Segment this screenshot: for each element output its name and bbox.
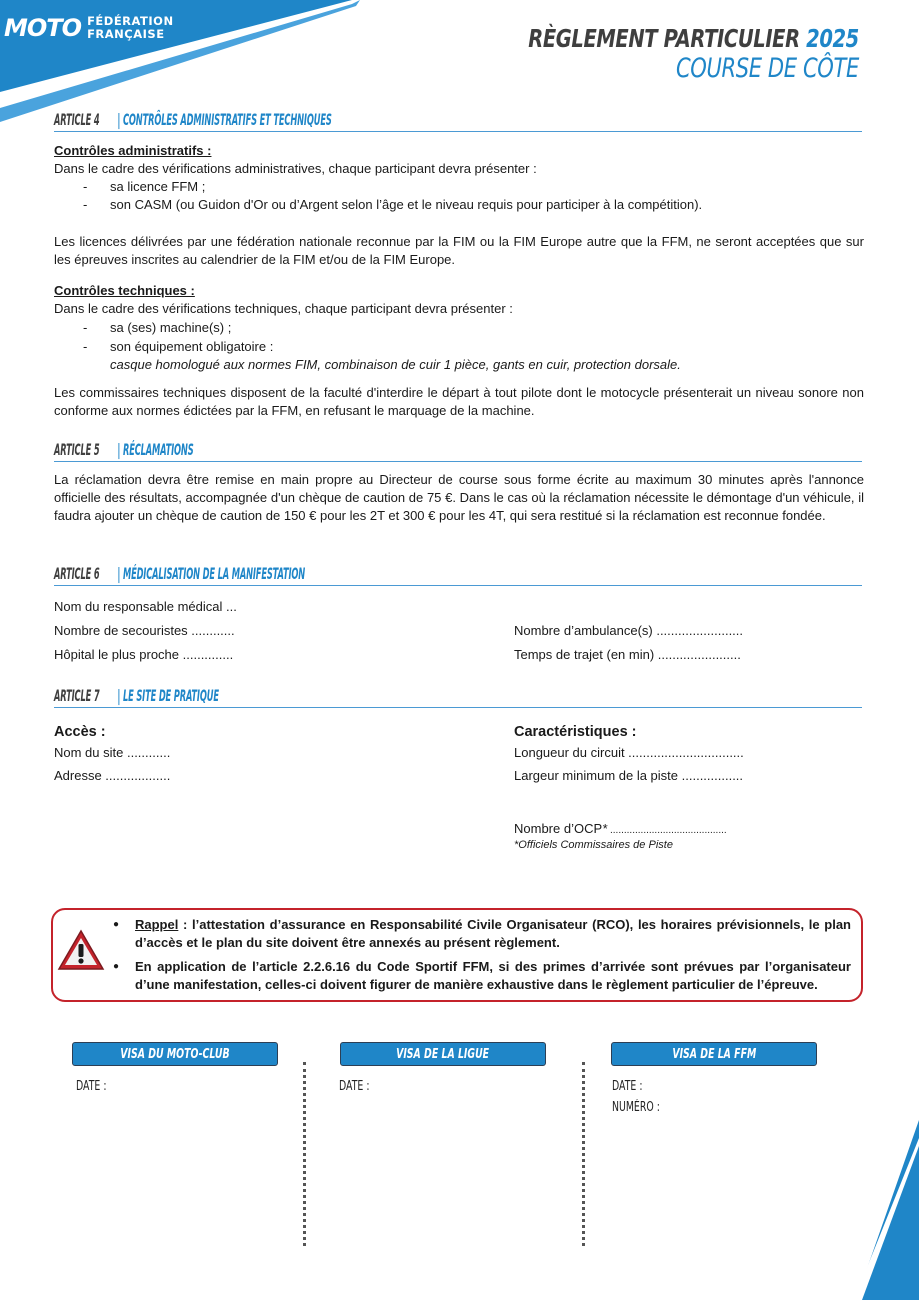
logo-fed-line2: FRANÇAISE: [87, 27, 165, 41]
dash-icon: -: [83, 339, 88, 354]
title-line1: RÈGLEMENT PARTICULIER: [528, 24, 800, 53]
title-line2: COURSE DE CÔTE: [676, 53, 859, 84]
commissaires-paragraph: Les commissaires techniques disposent de la faculté d'interdire le départ à tout pilote dont le motocycle présenterait un niveau sonore non conforme aux normes édictées par la FFM, en refusant le marquage de la machine.: [54, 385, 864, 418]
article4-heading: [54, 110, 862, 132]
visa-ffm-date: DATE :: [612, 1079, 643, 1094]
tech-item-1: sa (ses) machine(s) ;: [110, 320, 232, 335]
licence-paragraph: Les licences délivrées par une fédération nationale reconnue par la FIM ou la FIM Europe autre que la FFM, ne seront acceptées que sur les épreuves inscrites au calendrier de la FIM et/ou de la FIM Europe.: [54, 234, 864, 267]
ocp-dots: ..........................................: [607, 825, 727, 836]
ffm-logo: [4, 14, 174, 42]
admin-item-2: son CASM (ou Guidon d'Or ou d’Argent selon l’âge et le niveau requis pour participer à la compétition).: [110, 197, 703, 212]
article5-num: ARTICLE 5: [54, 440, 100, 459]
article6-title: | MÉDICALISATION DE LA MANIFESTATION: [117, 564, 305, 583]
visa-ffm-label: VISA DE LA FFM: [672, 1046, 756, 1062]
ambulances-field: Nombre d’ambulance(s) ........................: [514, 623, 744, 638]
warning-list: [135, 916, 851, 1000]
caracteristiques-heading: Caractéristiques :: [514, 724, 637, 740]
tech-heading: Contrôles techniques :: [54, 283, 195, 298]
logo-federation-text: [87, 15, 174, 41]
visa-moto-club-label: VISA DU MOTO-CLUB: [120, 1046, 230, 1062]
longueur-field: Longueur du circuit ................................: [514, 745, 744, 760]
admin-item-1: sa licence FFM ;: [110, 179, 206, 194]
warning-item-1-text: : l’attestation d’assurance en Responsabilité Civile Organisateur (RCO), les horaires prévisionnels, le plan d’accès et le plan du site doivent être annexés au présent règlement.: [135, 917, 851, 950]
secouristes-field: Nombre de secouristes ............: [54, 623, 235, 638]
reclamation-paragraph: La réclamation devra être remise en main propre au Directeur de course sous forme écrite au maximum 30 minutes après l'annonce officielle des résultats, accompagnée d'un chèque de caution de 75 €. Dans le cas où la réclamation nécessite le démontage d'un véhicule, il faudra ajouter un chèque de caution de 150 € pour les 2T et 300 € pour les 4T, qui sera restitué si la réclamation est reconnue fondée.: [54, 472, 864, 523]
logo-moto-text: MOTO: [4, 14, 82, 42]
visa-ligue-box: [340, 1042, 546, 1066]
acces-heading: Accès :: [54, 724, 106, 740]
hopital-field: Hôpital le plus proche ..............: [54, 647, 234, 662]
article6-num: ARTICLE 6: [54, 564, 100, 583]
warning-item-2: ● En application de l’article 2.2.6.16 du Code Sportif FFM, si des primes d’arrivée sont prévues par l’organisateur d’une manifestation, celles-ci doivent figurer de manière exhaustive dans le règlement particulier de l’épreuve.: [135, 958, 851, 994]
visa-ligue-label: VISA DE LA LIGUE: [396, 1046, 490, 1062]
visa-club-date: DATE :: [76, 1079, 107, 1094]
dash-icon: -: [83, 197, 88, 212]
ocp-star: *: [602, 821, 608, 836]
admin-intro: Dans le cadre des vérifications administratives, chaque participant devra présenter :: [54, 161, 537, 176]
logo-fed-line1: FÉDÉRATION: [87, 14, 174, 28]
adresse-field: Adresse ..................: [54, 768, 171, 783]
article5-heading: [54, 440, 862, 462]
ocp-note: *Officiels Commissaires de Piste: [514, 839, 673, 851]
title-year: 2025: [806, 24, 859, 53]
article7-num: ARTICLE 7: [54, 686, 100, 705]
responsable-medical-field: Nom du responsable médical ...: [54, 599, 237, 614]
nom-site-field: Nom du site ............: [54, 745, 171, 760]
article7-title: | LE SITE DE PRATIQUE: [117, 686, 219, 705]
visa-separator: [303, 1062, 306, 1246]
visa-ffm-box: [611, 1042, 817, 1066]
article4-num: ARTICLE 4: [54, 110, 100, 129]
tech-equipment: casque homologué aux normes FIM, combinaison de cuir 1 pièce, gants en cuir, protection dorsale.: [110, 357, 681, 372]
visa-separator: [582, 1062, 585, 1246]
warning-item-1: [135, 916, 851, 952]
tech-item-2: son équipement obligatoire :: [110, 339, 274, 354]
article4-title: | CONTRÔLES ADMINISTRATIFS ET TECHNIQUES: [117, 110, 332, 129]
largeur-field: Largeur minimum de la piste .................: [514, 768, 744, 783]
rappel-label: Rappel: [135, 917, 179, 932]
tech-intro: Dans le cadre des vérifications techniques, chaque participant devra présenter :: [54, 301, 513, 316]
warning-triangle-icon: [56, 928, 106, 972]
article7-heading: [54, 686, 862, 708]
visa-moto-club-box: [72, 1042, 278, 1066]
visa-ffm-numero: NUMÉRO :: [612, 1100, 660, 1115]
trajet-field: Temps de trajet (en min) .......................: [514, 647, 741, 662]
ocp-label: Nombre d’OCP: [514, 821, 603, 836]
document-title: [528, 24, 859, 84]
visa-ligue-date: DATE :: [339, 1079, 370, 1094]
dash-icon: -: [83, 179, 88, 194]
dash-icon: -: [83, 320, 88, 335]
warning-box: [51, 908, 863, 1002]
admin-heading: Contrôles administratifs :: [54, 143, 212, 158]
footer-decoration: [840, 1120, 919, 1300]
article5-title: | RÉCLAMATIONS: [117, 440, 194, 459]
article6-heading: [54, 564, 862, 586]
